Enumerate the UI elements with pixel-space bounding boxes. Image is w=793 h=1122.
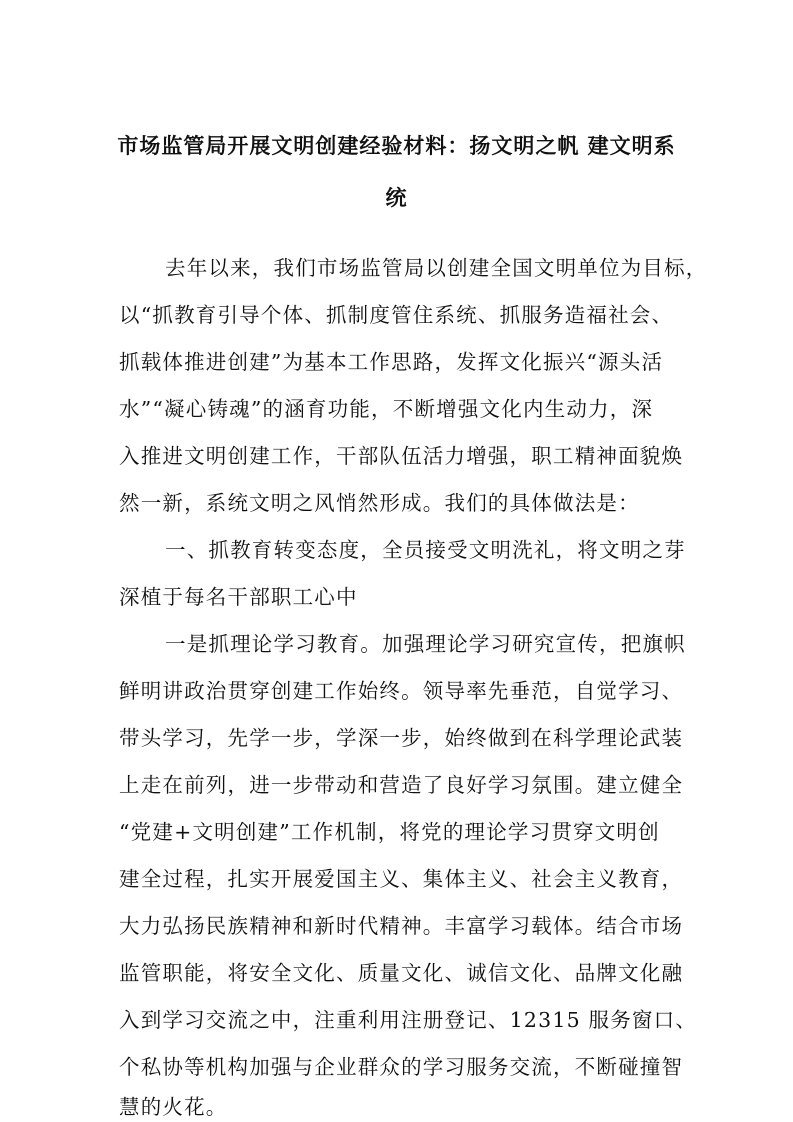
paragraph-2-line-4: 上走在前列，进一步带动和营造了良好学习氛围。建立健全 (119, 773, 684, 797)
paragraph-2-line-8: 监管职能，将安全文化、质量文化、诚信文化、品牌文化融 (119, 961, 684, 985)
paragraph-1-line-3: 抓载体推进创建”为基本工作思路，发挥文化振兴“源头活 (119, 350, 664, 374)
paragraph-2-line-3: 带头学习，先学一步，学深一步，始终做到在科学理论武装 (119, 726, 684, 750)
paragraph-2-line-7: 大力弘扬民族精神和新时代精神。丰富学习载体。结合市场 (119, 914, 684, 938)
paragraph-1-line-6: 然一新，系统文明之风悄然形成。我们的具体做法是： (119, 491, 640, 515)
paragraph-1-line-2: 以“抓教育引导个体、抓制度管住系统、抓服务造福社会、 (119, 303, 674, 327)
paragraph-2-line-1: 一是抓理论学习教育。加强理论学习研究宣传，把旗帜 (165, 632, 686, 656)
paragraph-1-line-1: 去年以来，我们市场监管局以创建全国文明单位为目标， (165, 256, 708, 280)
document-title-line-2: 统 (385, 185, 408, 210)
section-heading-line-2: 深植于每名干部职工心中 (119, 585, 358, 609)
paragraph-2-line-2: 鲜明讲政治贯穿创建工作始终。领导率先垂范，自觉学习、 (119, 679, 684, 703)
paragraph-2-line-10: 个私协等机构加强与企业群众的学习服务交流，不断碰撞智 (119, 1055, 684, 1079)
paragraph-2-line-11: 慧的火花。 (119, 1095, 228, 1119)
paragraph-2-line-5: “党建+文明创建”工作机制，将党的理论学习贯穿文明创 (119, 820, 660, 844)
document-title-line-1: 市场监管局开展文明创建经验材料：扬文明之帆 建文明系 (117, 133, 676, 158)
paragraph-1-line-4: 水”“凝心铸魂”的涵育功能，不断增强文化内生动力，深 (119, 397, 654, 421)
paragraph-2-line-9: 入到学习交流之中，注重利用注册登记、12315 服务窗口、 (119, 1008, 698, 1032)
section-heading-line-1: 一、抓教育转变态度，全员接受文明洗礼，将文明之芽 (165, 538, 686, 562)
paragraph-2-line-6: 建全过程，扎实开展爱国主义、集体主义、社会主义教育， (119, 867, 684, 891)
paragraph-1-line-5: 入推进文明创建工作，干部队伍活力增强，职工精神面貌焕 (119, 444, 684, 468)
